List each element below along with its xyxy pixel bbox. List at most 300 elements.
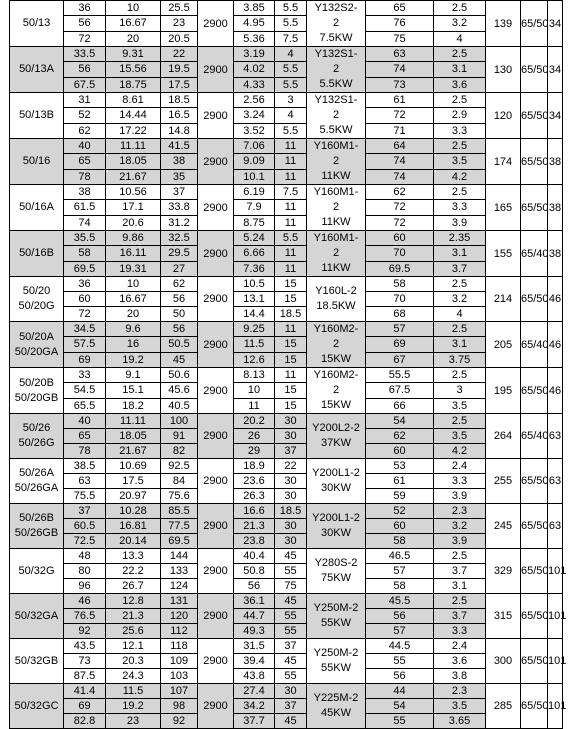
motor-power-cell: 18.5 — [275, 307, 307, 322]
flow-ls-cell: 9.86 — [106, 231, 161, 246]
speed-cell: 2900 — [198, 277, 234, 322]
npsh-cell: 2.4 — [434, 639, 486, 654]
shaft-power-cell: 3.19 — [234, 47, 275, 62]
efficiency-cell: 44 — [366, 684, 434, 699]
shaft-power-cell: 6.19 — [234, 185, 275, 200]
npsh-cell: 3.5 — [434, 699, 486, 714]
motor-power-cell: 5.5 — [275, 231, 307, 246]
efficiency-cell: 58 — [366, 579, 434, 594]
flow-m3h-cell: 62 — [64, 123, 106, 138]
motor-power-cell: 5.5 — [275, 16, 307, 31]
table-row — [10, 123, 563, 138]
efficiency-cell: 67 — [366, 352, 434, 367]
table-row — [10, 549, 563, 564]
speed-cell: 2900 — [198, 684, 234, 729]
weight-cell: 174 — [486, 139, 521, 185]
table-row — [10, 474, 563, 489]
efficiency-cell: 67.5 — [366, 383, 434, 398]
flow-m3h-cell: 92 — [64, 624, 106, 639]
center-height-cell: 38 — [548, 185, 563, 231]
shaft-power-cell: 56 — [234, 579, 275, 594]
flow-ls-cell: 20 — [106, 31, 161, 46]
motor-power-cell: 18.5 — [275, 504, 307, 519]
flow-ls-cell: 16.11 — [106, 246, 161, 261]
flow-ls-cell: 16.81 — [106, 519, 161, 534]
pump-model-label: 50/26GA — [14, 482, 59, 494]
npsh-cell: 2.5 — [434, 549, 486, 564]
efficiency-cell: 46.5 — [366, 549, 434, 564]
npsh-cell: 2.5 — [434, 277, 486, 292]
shaft-power-cell: 14.4 — [234, 307, 275, 322]
table-row — [10, 200, 563, 215]
table-row — [10, 185, 563, 200]
weight-cell: 264 — [486, 414, 521, 459]
speed-cell: 2900 — [198, 639, 234, 684]
pump-model-label: 50/32GA — [14, 609, 59, 622]
flow-ls-cell: 20.3 — [106, 654, 161, 669]
head-cell: 25.5 — [161, 1, 198, 16]
efficiency-cell: 56 — [366, 669, 434, 684]
motor-power-cell: 37 — [275, 444, 307, 459]
flange-cell: 65/40 — [521, 231, 548, 277]
flow-m3h-cell: 87.5 — [64, 669, 106, 684]
flow-m3h-cell: 33.5 — [64, 47, 106, 62]
shaft-power-cell: 29 — [234, 444, 275, 459]
shaft-power-cell: 4.02 — [234, 62, 275, 77]
motor-model-label: Y200L2-2 — [312, 422, 360, 434]
npsh-cell: 3.3 — [434, 624, 486, 639]
motor-model-label: Y280S-2 — [314, 557, 358, 569]
motor-model-cell — [307, 639, 366, 684]
table-row — [10, 594, 563, 609]
flow-ls-cell: 12.8 — [106, 594, 161, 609]
center-height-cell: 63 — [548, 414, 563, 459]
center-height-cell: 101 — [548, 639, 563, 684]
motor-model-cell — [307, 277, 366, 322]
head-cell: 56 — [161, 292, 198, 307]
motor-power-cell: 11 — [275, 215, 307, 230]
flow-ls-cell: 17.22 — [106, 123, 161, 138]
efficiency-cell: 65 — [366, 1, 434, 16]
table-row — [10, 579, 563, 594]
pump-model-label: 50/26B — [19, 512, 54, 524]
motor-model-label: Y160L-2 — [315, 285, 357, 297]
table-row — [10, 669, 563, 684]
pump-model-cell — [10, 93, 64, 139]
speed-cell: 2900 — [198, 1, 234, 47]
flow-ls-cell: 26.7 — [106, 579, 161, 594]
weight-cell: 195 — [486, 368, 521, 414]
npsh-cell: 3.3 — [434, 123, 486, 138]
npsh-cell: 2.9 — [434, 108, 486, 123]
motor-model-cell — [307, 322, 366, 368]
shaft-power-cell: 18.9 — [234, 459, 275, 474]
speed-cell: 2900 — [198, 93, 234, 139]
flow-ls-cell: 17.1 — [106, 200, 161, 215]
flow-ls-cell: 20.97 — [106, 489, 161, 504]
shaft-power-cell: 34.2 — [234, 699, 275, 714]
table-row — [10, 534, 563, 549]
head-cell: 40.5 — [161, 398, 198, 413]
table-row — [10, 398, 563, 413]
efficiency-cell: 57 — [366, 624, 434, 639]
shaft-power-cell: 8.13 — [234, 368, 275, 383]
npsh-cell: 2.5 — [434, 414, 486, 429]
motor-model-cell — [307, 368, 366, 414]
pump-model-cell — [10, 414, 64, 459]
shaft-power-cell: 23.6 — [234, 474, 275, 489]
weight-cell: 130 — [486, 47, 521, 93]
shaft-power-cell: 37.7 — [234, 714, 275, 729]
head-cell: 100 — [161, 414, 198, 429]
motor-model-label: Y250M-2 — [313, 602, 359, 614]
motor-power-cell: 15 — [275, 277, 307, 292]
flow-m3h-cell: 56 — [64, 16, 106, 31]
efficiency-cell: 70 — [366, 292, 434, 307]
flow-m3h-cell: 72 — [64, 307, 106, 322]
head-cell: 91 — [161, 429, 198, 444]
head-cell: 16.5 — [161, 108, 198, 123]
motor-power-cell: 5.5 — [275, 77, 307, 92]
efficiency-cell: 76 — [366, 16, 434, 31]
head-cell: 29.5 — [161, 246, 198, 261]
npsh-cell: 3.7 — [434, 261, 486, 276]
flow-ls-cell: 10.69 — [106, 459, 161, 474]
motor-model-label: 11KW — [321, 262, 351, 274]
flow-ls-cell: 20.6 — [106, 215, 161, 230]
table-row — [10, 609, 563, 624]
efficiency-cell: 55.5 — [366, 368, 434, 383]
center-height-cell: 46 — [548, 322, 563, 368]
flow-m3h-cell: 67.5 — [64, 77, 106, 92]
head-cell: 85.5 — [161, 504, 198, 519]
table-row — [10, 383, 563, 398]
pump-model-label: 50/20G — [18, 300, 55, 312]
motor-model-label: 18.5KW — [316, 300, 356, 312]
motor-power-cell: 22 — [275, 459, 307, 474]
motor-model-label: 2 — [332, 338, 340, 350]
table-row — [10, 16, 563, 31]
head-cell: 50.5 — [161, 337, 198, 352]
shaft-power-cell: 10 — [234, 383, 275, 398]
flow-ls-cell: 15.1 — [106, 383, 161, 398]
efficiency-cell: 58 — [366, 277, 434, 292]
efficiency-cell: 60 — [366, 231, 434, 246]
head-cell: 32.5 — [161, 231, 198, 246]
flange-cell: 65/50 — [521, 459, 548, 504]
flange-cell: 65/50 — [521, 47, 548, 93]
motor-model-label: 15KW — [321, 353, 351, 365]
head-cell: 69.5 — [161, 534, 198, 549]
head-cell: 118 — [161, 639, 198, 654]
npsh-cell: 3.5 — [434, 154, 486, 169]
efficiency-cell: 73 — [366, 77, 434, 92]
head-cell: 144 — [161, 549, 198, 564]
table-row — [10, 261, 563, 276]
table-row — [10, 504, 563, 519]
efficiency-cell: 58 — [366, 534, 434, 549]
flow-m3h-cell: 72 — [64, 31, 106, 46]
flow-m3h-cell: 48 — [64, 549, 106, 564]
efficiency-cell: 44.5 — [366, 639, 434, 654]
motor-power-cell: 37 — [275, 639, 307, 654]
flange-cell: 65/50 — [521, 684, 548, 729]
flow-m3h-cell: 76.5 — [64, 609, 106, 624]
flow-m3h-cell: 61.5 — [64, 200, 106, 215]
flow-ls-cell: 19.2 — [106, 699, 161, 714]
pump-model-cell — [10, 47, 64, 93]
flow-m3h-cell: 36 — [64, 1, 106, 16]
flow-m3h-cell: 63 — [64, 474, 106, 489]
npsh-cell: 2.5 — [434, 185, 486, 200]
center-height-cell: 101 — [548, 684, 563, 729]
flange-cell: 65/50 — [521, 185, 548, 231]
efficiency-cell: 59 — [366, 489, 434, 504]
motor-power-cell: 11 — [275, 154, 307, 169]
motor-model-cell — [307, 414, 366, 459]
motor-model-cell — [307, 231, 366, 277]
speed-cell: 2900 — [198, 47, 234, 93]
shaft-power-cell: 21.3 — [234, 519, 275, 534]
flow-m3h-cell: 78 — [64, 169, 106, 184]
head-cell: 107 — [161, 684, 198, 699]
motor-power-cell: 30 — [275, 414, 307, 429]
head-cell: 62 — [161, 277, 198, 292]
efficiency-cell: 72 — [366, 215, 434, 230]
flow-m3h-cell: 41.4 — [64, 684, 106, 699]
flow-m3h-cell: 46 — [64, 594, 106, 609]
head-cell: 82 — [161, 444, 198, 459]
pump-model-cell — [10, 231, 64, 277]
motor-model-cell — [307, 504, 366, 549]
motor-model-label: Y160M2- — [313, 369, 359, 381]
npsh-cell: 2.3 — [434, 504, 486, 519]
shaft-power-cell: 7.06 — [234, 139, 275, 154]
pump-model-cell — [10, 368, 64, 414]
pump-model-label: 50/26G — [18, 437, 55, 449]
table-row — [10, 62, 563, 77]
efficiency-cell: 53 — [366, 459, 434, 474]
motor-power-cell: 55 — [275, 564, 307, 579]
motor-model-label: Y250M-2 — [313, 647, 359, 659]
shaft-power-cell: 7.36 — [234, 261, 275, 276]
center-height-cell: 101 — [548, 549, 563, 594]
flow-m3h-cell: 40 — [64, 139, 106, 154]
motor-power-cell: 30 — [275, 534, 307, 549]
table-row — [10, 139, 563, 154]
npsh-cell: 3.5 — [434, 398, 486, 413]
npsh-cell: 3.9 — [434, 489, 486, 504]
weight-cell: 205 — [486, 322, 521, 368]
table-row — [10, 246, 563, 261]
flow-m3h-cell: 37 — [64, 504, 106, 519]
pump-model-label: 50/26 — [22, 422, 51, 434]
motor-power-cell: 11 — [275, 139, 307, 154]
flow-ls-cell: 13.3 — [106, 549, 161, 564]
flow-ls-cell: 16.67 — [106, 292, 161, 307]
flow-ls-cell: 19.31 — [106, 261, 161, 276]
npsh-cell: 3.2 — [434, 16, 486, 31]
shaft-power-cell: 40.4 — [234, 549, 275, 564]
shaft-power-cell: 36.1 — [234, 594, 275, 609]
flow-m3h-cell: 33 — [64, 368, 106, 383]
motor-power-cell: 4 — [275, 47, 307, 62]
motor-power-cell: 30 — [275, 519, 307, 534]
npsh-cell: 2.5 — [434, 93, 486, 108]
motor-power-cell: 55 — [275, 669, 307, 684]
motor-model-cell — [307, 93, 366, 139]
pump-model-label: 50/13B — [19, 109, 54, 121]
head-cell: 98 — [161, 699, 198, 714]
motor-power-cell: 5.5 — [275, 1, 307, 16]
head-cell: 45.6 — [161, 383, 198, 398]
center-height-cell: 38 — [548, 231, 563, 277]
shaft-power-cell: 10.1 — [234, 169, 275, 184]
table-row — [10, 714, 563, 729]
efficiency-cell: 61 — [366, 474, 434, 489]
head-cell: 14.8 — [161, 123, 198, 138]
pump-model-cell — [10, 185, 64, 231]
table-row — [10, 93, 563, 108]
efficiency-cell: 57 — [366, 322, 434, 337]
motor-model-label: 11KW — [321, 170, 351, 182]
motor-model-cell — [307, 139, 366, 185]
flow-m3h-cell: 72.5 — [64, 534, 106, 549]
pump-model-label: 50/32G — [18, 564, 55, 577]
flow-ls-cell: 21.67 — [106, 169, 161, 184]
npsh-cell: 3.9 — [434, 215, 486, 230]
center-height-cell: 63 — [548, 504, 563, 549]
flow-ls-cell: 20.14 — [106, 534, 161, 549]
flow-ls-cell: 21.3 — [106, 609, 161, 624]
shaft-power-cell: 20.2 — [234, 414, 275, 429]
head-cell: 31.2 — [161, 215, 198, 230]
table-row — [10, 337, 563, 352]
pump-model-label: 50/32GB — [14, 654, 59, 667]
flow-ls-cell: 16.67 — [106, 16, 161, 31]
npsh-cell: 3.7 — [434, 564, 486, 579]
flow-m3h-cell: 96 — [64, 579, 106, 594]
flow-m3h-cell: 54.5 — [64, 383, 106, 398]
efficiency-cell: 57 — [366, 564, 434, 579]
weight-cell: 214 — [486, 277, 521, 322]
center-height-cell: 34 — [548, 1, 563, 47]
motor-model-cell — [307, 47, 366, 93]
flow-ls-cell: 11.11 — [106, 414, 161, 429]
flow-ls-cell: 10.56 — [106, 185, 161, 200]
head-cell: 112 — [161, 624, 198, 639]
pump-model-cell — [10, 639, 64, 684]
center-height-cell: 38 — [548, 139, 563, 185]
speed-cell: 2900 — [198, 231, 234, 277]
motor-model-label: 2 — [332, 247, 340, 259]
efficiency-cell: 60 — [366, 519, 434, 534]
flow-m3h-cell: 78 — [64, 444, 106, 459]
efficiency-cell: 72 — [366, 200, 434, 215]
flow-ls-cell: 12.1 — [106, 639, 161, 654]
flow-ls-cell: 18.2 — [106, 398, 161, 413]
head-cell: 84 — [161, 474, 198, 489]
speed-cell: 2900 — [198, 368, 234, 414]
flow-m3h-cell: 82.8 — [64, 714, 106, 729]
efficiency-cell: 69.5 — [366, 261, 434, 276]
table-row — [10, 352, 563, 367]
motor-model-label: 15KW — [321, 399, 351, 411]
shaft-power-cell: 26 — [234, 429, 275, 444]
motor-power-cell: 55 — [275, 609, 307, 624]
motor-power-cell: 11 — [275, 322, 307, 337]
npsh-cell: 2.5 — [434, 322, 486, 337]
flow-m3h-cell: 73 — [64, 654, 106, 669]
pump-model-label: 50/26A — [19, 467, 54, 479]
head-cell: 35 — [161, 169, 198, 184]
shaft-power-cell: 23.8 — [234, 534, 275, 549]
flow-ls-cell: 25.6 — [106, 624, 161, 639]
motor-power-cell: 5.5 — [275, 123, 307, 138]
motor-power-cell: 7.5 — [275, 31, 307, 46]
efficiency-cell: 55 — [366, 714, 434, 729]
npsh-cell: 3.9 — [434, 534, 486, 549]
shaft-power-cell: 3.85 — [234, 1, 275, 16]
motor-model-label: 30KW — [321, 482, 351, 494]
table-row — [10, 684, 563, 699]
motor-model-cell — [307, 594, 366, 639]
npsh-cell: 2.5 — [434, 368, 486, 383]
motor-power-cell: 45 — [275, 594, 307, 609]
motor-model-label: 30KW — [321, 527, 351, 539]
flow-m3h-cell: 80 — [64, 564, 106, 579]
flow-ls-cell: 8.61 — [106, 93, 161, 108]
speed-cell: 2900 — [198, 139, 234, 185]
weight-cell: 155 — [486, 231, 521, 277]
npsh-cell: 3.1 — [434, 579, 486, 594]
shaft-power-cell: 16.6 — [234, 504, 275, 519]
head-cell: 18.5 — [161, 93, 198, 108]
flow-ls-cell: 18.75 — [106, 77, 161, 92]
flow-ls-cell: 17.5 — [106, 474, 161, 489]
npsh-cell: 4 — [434, 307, 486, 322]
pump-model-label: 50/20B — [19, 376, 54, 389]
motor-power-cell: 11 — [275, 246, 307, 261]
npsh-cell: 2.3 — [434, 684, 486, 699]
flange-cell: 65/50 — [521, 368, 548, 414]
efficiency-cell: 62 — [366, 429, 434, 444]
npsh-cell: 3.2 — [434, 519, 486, 534]
head-cell: 20.5 — [161, 31, 198, 46]
motor-model-label: Y132S1- — [314, 48, 358, 60]
motor-model-label: Y132S2- — [314, 2, 358, 14]
npsh-cell: 3.6 — [434, 654, 486, 669]
motor-power-cell: 7.5 — [275, 185, 307, 200]
efficiency-cell: 75 — [366, 31, 434, 46]
motor-model-label: 45KW — [321, 707, 351, 719]
flow-ls-cell: 19.2 — [106, 352, 161, 367]
pump-model-label: 50/16 — [22, 155, 51, 167]
center-height-cell: 46 — [548, 277, 563, 322]
head-cell: 23 — [161, 16, 198, 31]
speed-cell: 2900 — [198, 414, 234, 459]
flange-cell: 65/50 — [521, 504, 548, 549]
head-cell: 75.6 — [161, 489, 198, 504]
weight-cell: 245 — [486, 504, 521, 549]
motor-power-cell: 11 — [275, 261, 307, 276]
flow-m3h-cell: 34.5 — [64, 322, 106, 337]
motor-model-label: 75KW — [321, 572, 351, 584]
weight-cell: 120 — [486, 93, 521, 139]
npsh-cell: 3.1 — [434, 62, 486, 77]
efficiency-cell: 66 — [366, 398, 434, 413]
pump-model-label: 50/26GB — [14, 527, 59, 539]
